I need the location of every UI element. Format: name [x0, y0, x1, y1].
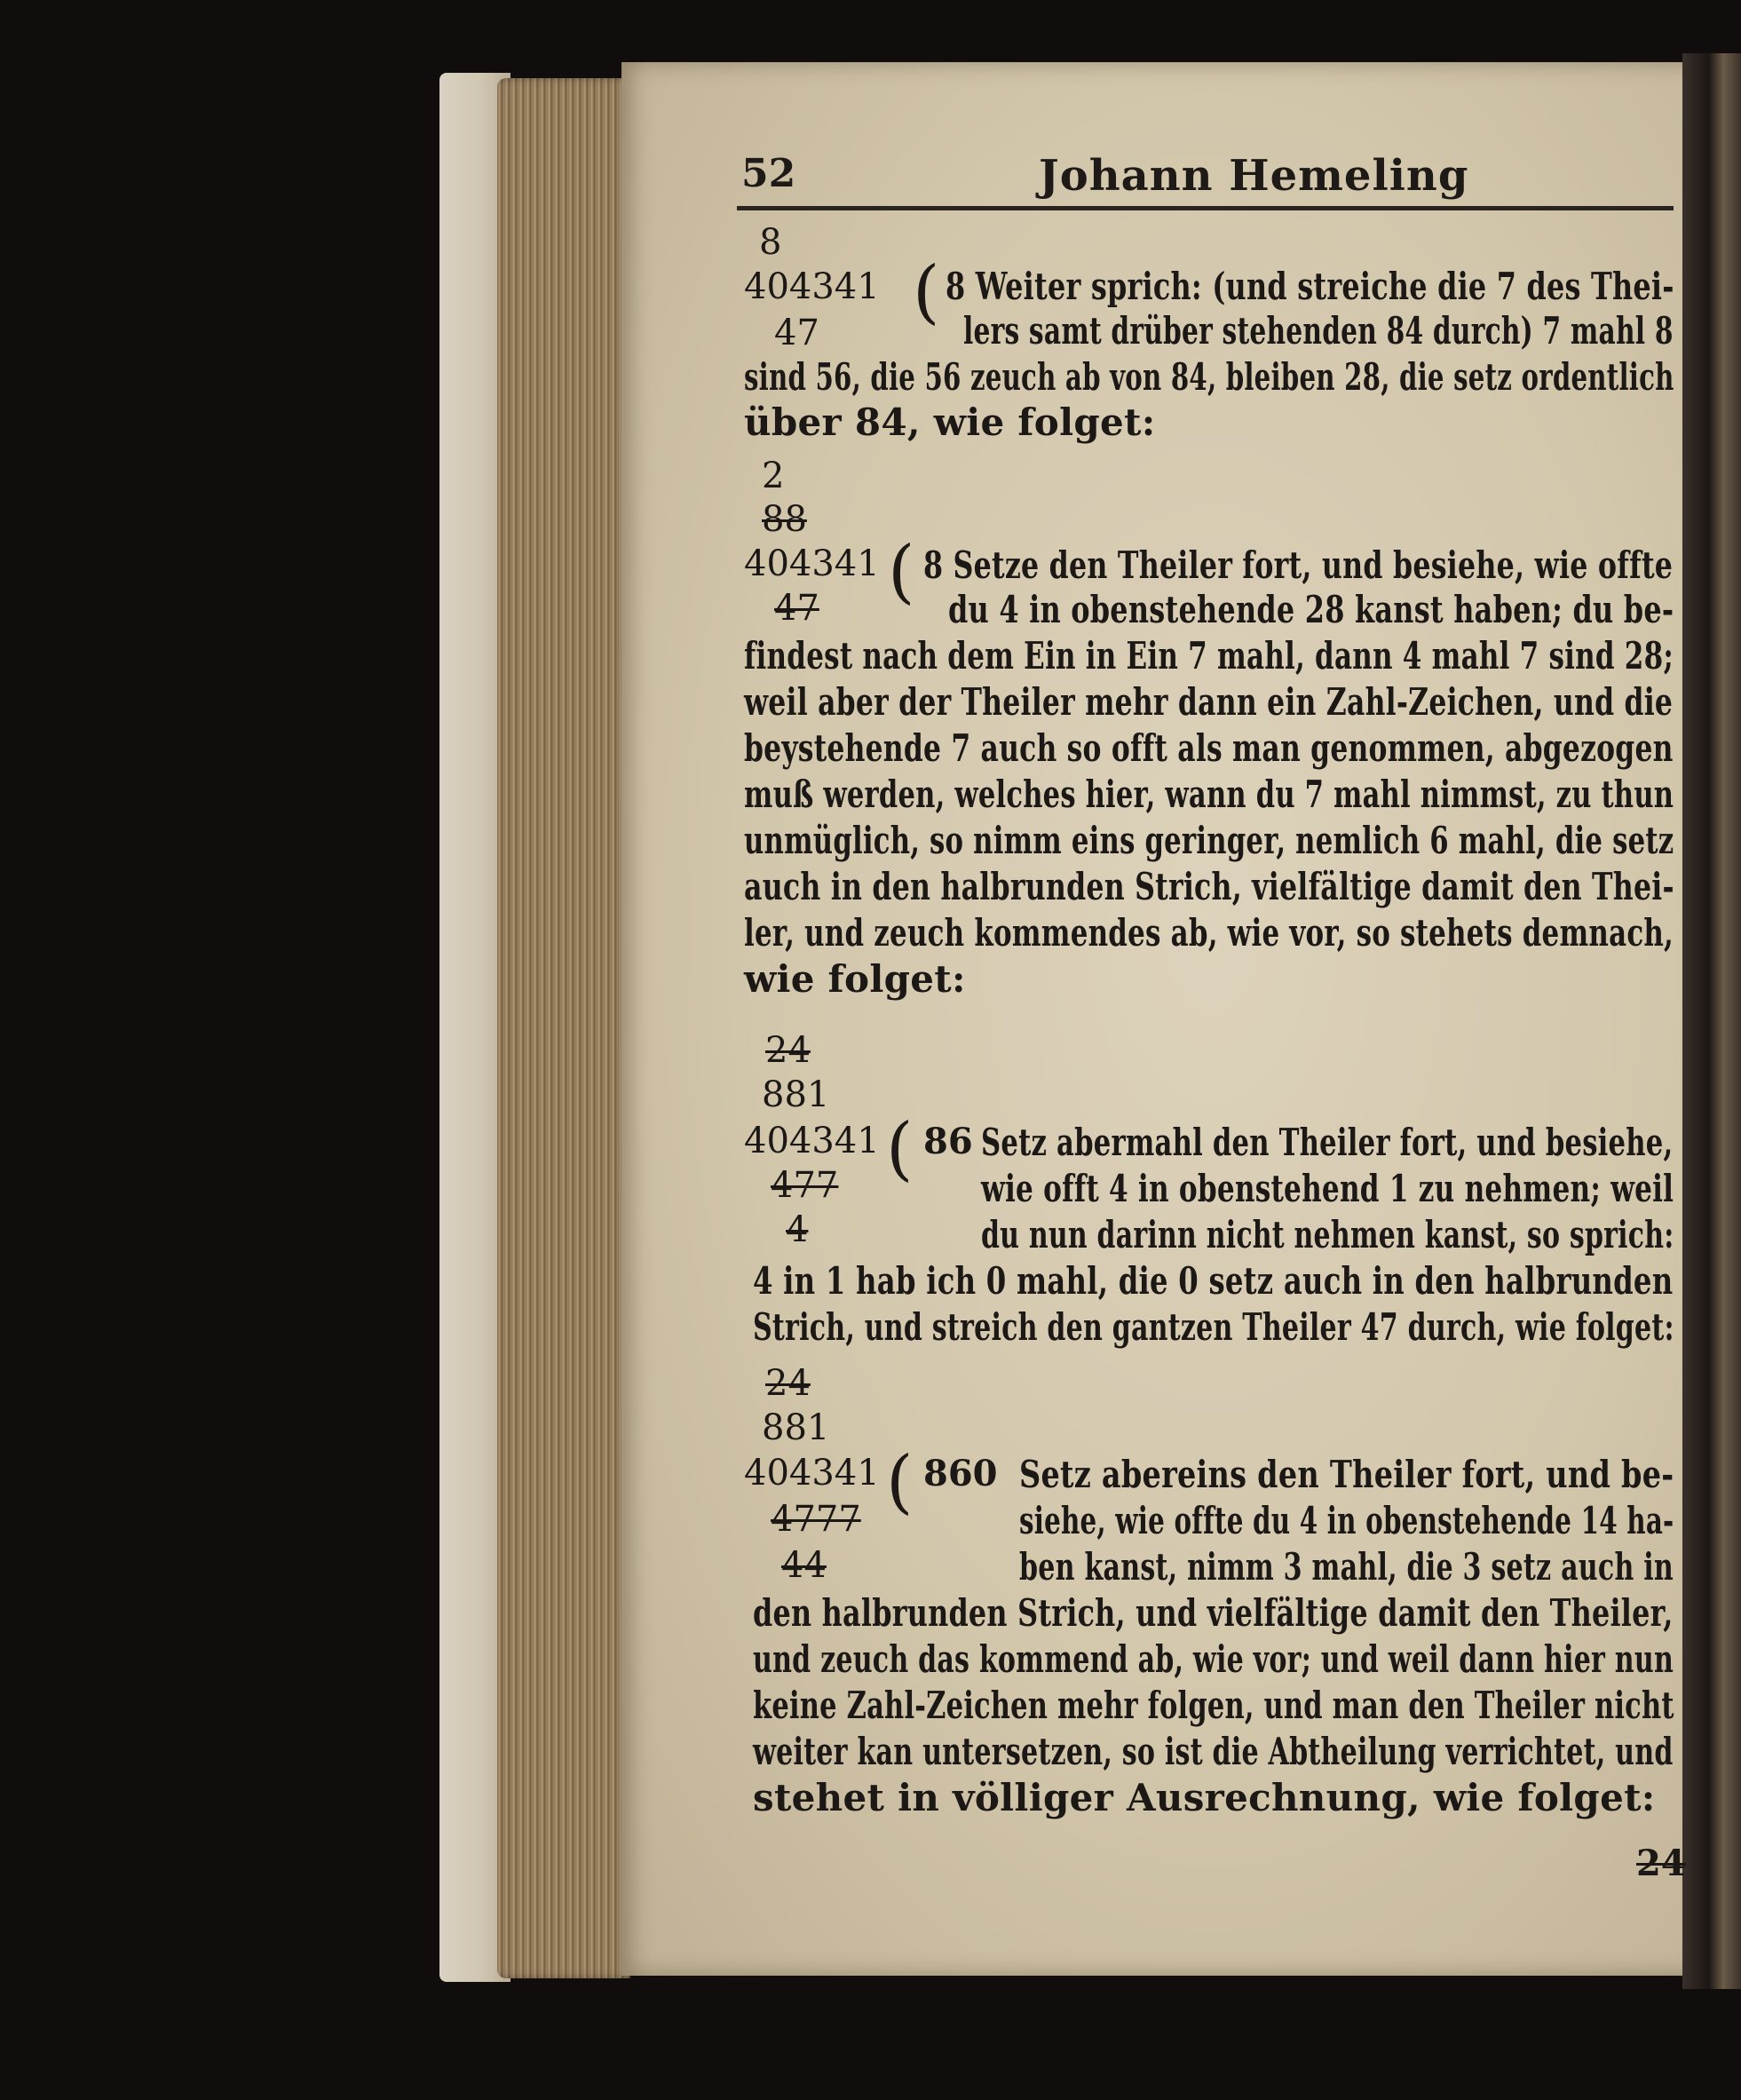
division-top-digits: 881 [762, 1407, 830, 1448]
division-top-digits: 88 [762, 499, 807, 540]
running-title: Johann Hemeling [1039, 151, 1469, 201]
text-line: Strich, und streich den gantzen Theiler 47 durch, wie folget: [753, 1305, 1674, 1349]
division-top-digits: 24 [765, 1030, 811, 1071]
division-top-digits: 2 [762, 456, 785, 496]
division-top-digits: 8 [759, 222, 782, 263]
text-line: über 84, wie folget: [744, 400, 1156, 444]
division-dividend: 404341 [744, 543, 880, 584]
text-line: siehe, wie offte du 4 in obenstehende 14 ha- [1019, 1499, 1674, 1542]
text-line: ler, und zeuch kommendes ab, wie vor, so stehets demnach, [744, 911, 1674, 955]
half-round-stroke: ( [886, 1442, 914, 1522]
text-line: 8 Weiter sprich: (und streiche die 7 des Thei- [946, 265, 1674, 308]
text-line: wie offt 4 in obenstehend 1 zu nehmen; weil [981, 1167, 1674, 1210]
page-edges [497, 78, 630, 1978]
division-divisor: 47 [774, 313, 819, 353]
text-line: unmüglich, so nimm eins geringer, nemlich 6 mahl, die setz [744, 819, 1674, 862]
text-line: lers samt drüber stehenden 84 durch) 7 mahl 8 [963, 309, 1674, 353]
header-rule [737, 206, 1674, 210]
text-line: Setz abereins den Theiler fort, und be- [1019, 1453, 1674, 1496]
half-round-stroke: ( [888, 532, 915, 612]
text-line: den halbrunden Strich, und vielfältige damit den Theiler, [753, 1591, 1674, 1635]
division-remainder: 44 [781, 1545, 827, 1586]
division-divisor: 4777 [771, 1499, 861, 1540]
text-line: wie folget: [744, 957, 966, 1001]
text-line: Setz abermahl den Theiler fort, und besiehe, [981, 1121, 1674, 1164]
division-dividend: 404341 [744, 1453, 880, 1494]
text-line: 8 Setze den Theiler fort, und besiehe, wie offte [923, 543, 1674, 587]
text-line: auch in den halbrunden Strich, vielfältige damit den Thei- [744, 865, 1674, 908]
division-remainder: 4 [786, 1209, 809, 1250]
half-round-stroke: ( [886, 1109, 914, 1189]
page-number: 52 [741, 151, 796, 196]
text-line: keine Zahl-Zeichen mehr folgen, und man den Theiler nicht [753, 1684, 1674, 1727]
text-line: muß werden, welches hier, wann du 7 mahl nimmst, zu thun [744, 773, 1674, 816]
running-head [741, 151, 1672, 204]
text-line: 4 in 1 hab ich 0 mahl, die 0 setz auch in den halbrunden [753, 1259, 1674, 1303]
quotient: 860 [923, 1453, 998, 1494]
text-line: du nun darinn nicht nehmen kanst, so sprich: [981, 1213, 1674, 1256]
text-line: findest nach dem Ein in Ein 7 mahl, dann 4 mahl 7 sind 28; [744, 634, 1674, 678]
text-line: sind 56, die 56 zeuch ab von 84, bleiben 28, die setz ordentlich [744, 355, 1674, 399]
book-gutter [1682, 53, 1741, 1989]
division-dividend: 404341 [744, 266, 880, 307]
text-line: weil aber der Theiler mehr dann ein Zahl-Zeichen, und die [744, 680, 1674, 724]
half-round-stroke: ( [913, 252, 940, 332]
division-dividend: 404341 [744, 1121, 880, 1161]
division-divisor: 47 [774, 588, 819, 629]
division-top-digits: 24 [765, 1363, 811, 1404]
text-line: stehet in völliger Ausrechnung, wie folget: [753, 1776, 1656, 1819]
catchword: 24 [1636, 1842, 1686, 1884]
quotient: 86 [923, 1121, 973, 1162]
text-line: weiter kan untersetzen, so ist die Abtheilung verrichtet, und [753, 1730, 1674, 1773]
text-line: und zeuch das kommend ab, wie vor; und weil dann hier nun [753, 1637, 1674, 1681]
text-line: beystehende 7 auch so offt als man genommen, abgezogen [744, 726, 1674, 770]
division-divisor: 477 [771, 1165, 839, 1206]
text-line: ben kanst, nimm 3 mahl, die 3 setz auch in [1019, 1545, 1674, 1589]
division-top-digits: 881 [762, 1074, 830, 1115]
text-line: du 4 in obenstehende 28 kanst haben; du be- [948, 588, 1674, 631]
